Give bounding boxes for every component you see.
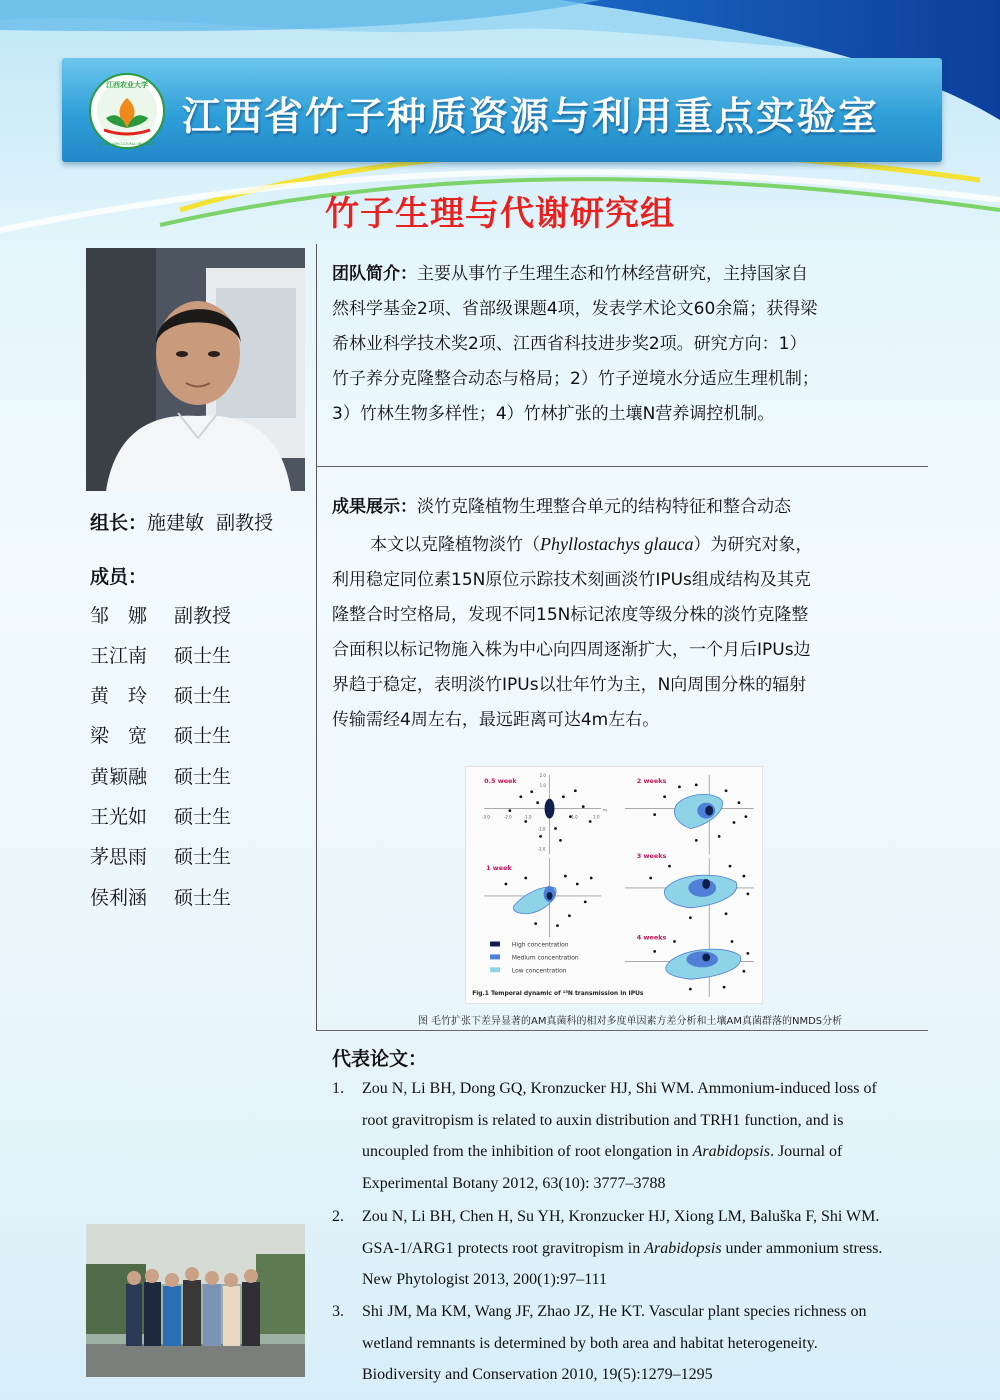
intro-line: 然科学基金2项、省部级课题4项，发表学术论文60余篇；获得梁 (332, 299, 818, 319)
achievement-line: 隆整合时空格局，发现不同15N标记浓度等级分株的淡竹克隆整 (332, 605, 809, 625)
member-item (90, 802, 231, 829)
panel-3-weeks (625, 852, 754, 933)
ipu-dynamics-figure (465, 766, 763, 1004)
reference-item (332, 1073, 928, 1199)
section-divider (316, 1030, 928, 1031)
member-item (90, 681, 231, 708)
member-name: 黄 玲 (90, 685, 148, 707)
axis-tick: -2.0 (537, 846, 546, 852)
lab-title: 江西省竹子种质资源与利用重点实验室 (182, 95, 880, 140)
reference-item (332, 1201, 928, 1296)
legend-high: High concentration (511, 941, 569, 949)
section-divider (316, 466, 928, 467)
member-name: 王光如 (90, 806, 148, 828)
panel-1-week (484, 858, 601, 937)
axis-tick: 2.0 (539, 772, 546, 778)
reference-italic: Arabidopsis (644, 1239, 722, 1257)
reference-line: Zou N, Li BH, Dong GQ, Kronzucker HJ, Shi WM. Ammonium-induced loss of (362, 1080, 877, 1097)
axis-tick: -1.0 (537, 826, 546, 832)
leader-title: 副教授 (216, 512, 274, 534)
achievement-section (332, 490, 928, 738)
panel-2-weeks (625, 775, 754, 854)
intro-line: 3）竹林生物多样性；4）竹林扩张的土壤N营养调控机制。 (332, 404, 775, 424)
leader-name: 施建敏 (147, 512, 205, 534)
group-title: 竹子生理与代谢研究组 (325, 194, 675, 234)
member-item (90, 883, 231, 910)
achievement-line: ）为研究对象， (693, 535, 813, 555)
achievement-line: 传输需经4周左右，最远距离可达4m左右。 (332, 710, 660, 730)
axis-tick: 2.0 (593, 814, 600, 820)
team-intro (332, 257, 928, 432)
reference-line: Biodiversity and Conservation 2010, 19(5):1279–1295 (362, 1366, 713, 1383)
member-role: 硕士生 (174, 806, 232, 828)
reference-line: GSA-1/ARG1 protects root gravitropism in (362, 1239, 645, 1257)
member-role: 硕士生 (174, 887, 232, 909)
achievement-line: 本文以克隆植物淡竹（ (370, 535, 540, 555)
panel-4-weeks (625, 932, 754, 997)
member-role: 硕士生 (174, 725, 232, 747)
axis-unit: m (603, 807, 607, 813)
achievement-line: 利用稳定同位素15N原位示踪技术刻画淡竹IPUs组成结构及其克 (332, 570, 811, 590)
reference-line: root gravitropism is related to auxin distribution and TRH1 function, and is (362, 1111, 844, 1129)
panel-label: 2 weeks (636, 776, 667, 785)
achievement-line: 界趋于稳定，表明淡竹IPUs以壮年竹为主，N向周围分株的辐射 (332, 675, 807, 695)
reference-line: uncoupled from the inhibition of root elongation in (362, 1143, 693, 1160)
member-item (90, 601, 231, 628)
member-name: 侯利涵 (90, 887, 148, 909)
logo-text: 江西农业大学 (106, 81, 148, 89)
reference-line: Zou N, Li BH, Chen H, Su YH, Kronzucker HJ, Xiong LM, Baluška F, Shi WM. (362, 1208, 880, 1225)
panel-label: 0.5 week (484, 776, 517, 785)
member-name: 茅思雨 (90, 846, 148, 868)
figure-label: Fig.1 Temporal dynamic of ¹⁵N transmission in IPUs (472, 990, 644, 998)
member-item (90, 721, 231, 748)
team-photo (86, 1224, 305, 1377)
reference-line: Shi JM, Ma KM, Wang JF, Zhao JZ, He KT. Vascular plant species richness on (362, 1303, 867, 1320)
member-name: 梁 宽 (90, 725, 148, 747)
member-role: 硕士生 (174, 846, 232, 868)
member-role: 硕士生 (174, 645, 232, 667)
member-item (90, 762, 231, 789)
axis-tick: -2.0 (503, 814, 512, 820)
member-item (90, 842, 231, 869)
member-name: 邹 娜 (90, 605, 148, 627)
member-role: 硕士生 (174, 685, 232, 707)
reference-number: 2. (332, 1208, 344, 1225)
species-name: Phyllostachys glauca (540, 534, 694, 554)
members-label: 成员： (90, 566, 148, 588)
panel-label: 4 weeks (636, 933, 667, 942)
legend-low: Low concentration (511, 967, 567, 975)
papers-label: 代表论文： (332, 1048, 428, 1070)
reference-item (332, 1296, 928, 1391)
reference-line: under ammonium stress. (721, 1239, 883, 1257)
reference-number: 1. (332, 1080, 344, 1097)
leader-label: 组长： (90, 512, 148, 534)
figure-caption: 图 毛竹扩张下差异显著的AM真菌科的相对多度单因素方差分析和土壤AM真菌群落的NMDS分析 (417, 1016, 843, 1027)
column-divider (316, 244, 317, 1030)
university-logo-icon (88, 72, 166, 150)
member-role: 副教授 (174, 605, 232, 627)
axis-tick: 1.0 (539, 782, 546, 788)
member-role: 硕士生 (174, 766, 232, 788)
leader-info (90, 508, 273, 535)
reference-line: Experimental Botany 2012, 63(10): 3777–3788 (362, 1174, 666, 1192)
panel-label: 3 weeks (636, 852, 667, 861)
intro-label: 团队简介： (332, 264, 417, 284)
intro-line: 希林业科学技术奖2项、江西省科技进步奖2项。研究方向：1） (332, 334, 807, 354)
axis-tick: 1.0 (571, 814, 578, 820)
member-item (90, 641, 231, 668)
figure-legend (490, 941, 579, 974)
reference-line: New Phytologist 2013, 200(1):97–111 (362, 1271, 608, 1288)
axis-tick: -3.0 (482, 814, 490, 820)
member-name: 王江南 (90, 645, 148, 667)
reference-line: . Journal of (769, 1143, 843, 1160)
intro-line: 主要从事竹子生理生态和竹林经营研究，主持国家自 (417, 264, 808, 284)
panel-label: 1 week (486, 864, 512, 873)
reference-italic: Arabidopsis (692, 1143, 770, 1160)
reference-line: wetland remnants is determined by both area and habitat heterogeneity. (362, 1334, 818, 1352)
axis-tick: -1.0 (523, 814, 532, 820)
leader-photo (86, 248, 305, 491)
reference-number: 3. (332, 1303, 344, 1320)
intro-line: 竹子养分克隆整合动态与格局；2）竹子逆境水分适应生理机制； (332, 369, 819, 389)
achievement-heading: 淡竹克隆植物生理整合单元的结构特征和整合动态 (417, 497, 791, 517)
legend-medium: Medium concentration (511, 954, 579, 962)
achievement-line: 合面积以标记物施入株为中心向四周逐渐扩大，一个月后IPUs边 (332, 640, 811, 660)
achievement-label: 成果展示： (332, 497, 417, 517)
panel-0-5-week (482, 773, 607, 854)
logo-subtext: JIANGXI AGRICULTURAL UNIVERSITY (98, 142, 156, 146)
member-name: 黄颖融 (90, 766, 148, 788)
